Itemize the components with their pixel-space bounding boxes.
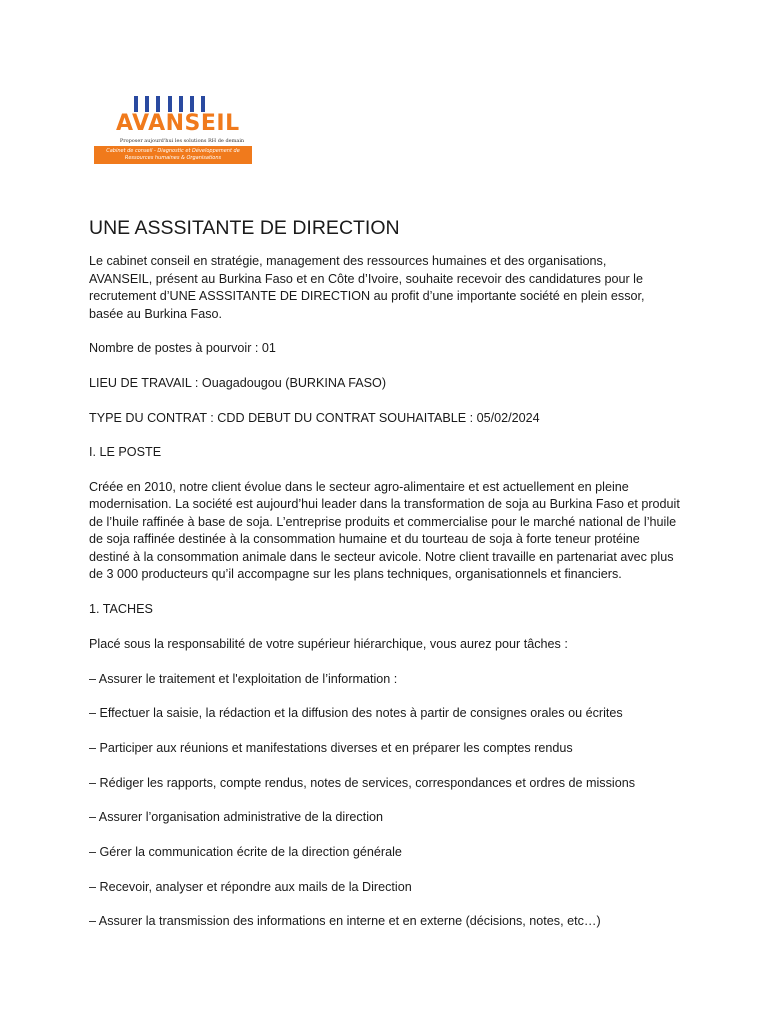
section-heading-taches: 1. TACHES <box>89 602 153 617</box>
logo-wordmark: AVANSEIL <box>116 111 240 136</box>
lieu-line: LIEU DE TRAVAIL : Ouagadougou (BURKINA FASO) <box>89 375 387 390</box>
intro-paragraph: Le cabinet conseil en stratégie, management des ressources humaines et des organisations, AVANSEIL, présent au Burkina Faso et en Côte d’Ivoire, souhaite recevoir des candidatures pour le recrutement d’UNE ASSSITANTE DE DIRECTION au profit d’une importante société en plein essor, basée au Burkina Faso. <box>89 254 645 321</box>
task-item: – Assurer la transmission des informations en interne et en externe (décisions, notes, etc…) <box>89 914 601 929</box>
page-title: UNE ASSSITANTE DE DIRECTION <box>89 217 400 239</box>
postes-line: Nombre de postes à pourvoir : 01 <box>89 341 276 356</box>
task-item: – Effectuer la saisie, la rédaction et la diffusion des notes à partir de consignes orales ou écrites <box>89 706 623 721</box>
contrat-line: TYPE DU CONTRAT : CDD DEBUT DU CONTRAT SOUHAITABLE : 05/02/2024 <box>89 410 540 425</box>
task-item: – Gérer la communication écrite de la direction générale <box>89 844 402 859</box>
client-paragraph: Créée en 2010, notre client évolue dans le secteur agro-alimentaire et est actuellement en pleine modernisation. La société est aujourd’hui leader dans la transformation de soja au Burkina Faso et produit de l’huile raffinée à base de soja. L’entreprise produits et commercialise pour le marché national de l’huile de soja raffinée destinée à la consommation humaine et du tourteau de soja à forte teneur protéine destiné à la consommation animale dans le secteur avicole. Notre client travaille en partenariat avec plus de 3 000 producteurs qu’il accompagne sur les plans techniques, organisationnels et financiers. <box>89 479 680 582</box>
task-item: – Recevoir, analyser et répondre aux mails de la Direction <box>89 879 412 894</box>
document-body <box>89 253 689 948</box>
task-item: – Assurer l’organisation administrative de la direction <box>89 810 384 825</box>
task-item: – Participer aux réunions et manifestations diverses et en préparer les comptes rendus <box>89 740 573 755</box>
task-item: – Assurer le traitement et l'exploitation de l’information : <box>89 671 398 686</box>
logo-banner: Cabinet de conseil - Diagnostic et Développement de Ressources humaines & Organisations <box>94 146 252 164</box>
logo-tagline: Proposer aujourd'hui les solutions RH de demain <box>119 138 245 144</box>
section-heading-poste: I. LE POSTE <box>89 445 162 460</box>
avanseil-logo <box>94 94 254 170</box>
logo-bars-icon <box>134 96 206 112</box>
task-item: – Rédiger les rapports, compte rendus, notes de services, correspondances et ordres de missions <box>89 775 636 790</box>
taches-intro: Placé sous la responsabilité de votre supérieur hiérarchique, vous aurez pour tâches : <box>89 636 568 651</box>
